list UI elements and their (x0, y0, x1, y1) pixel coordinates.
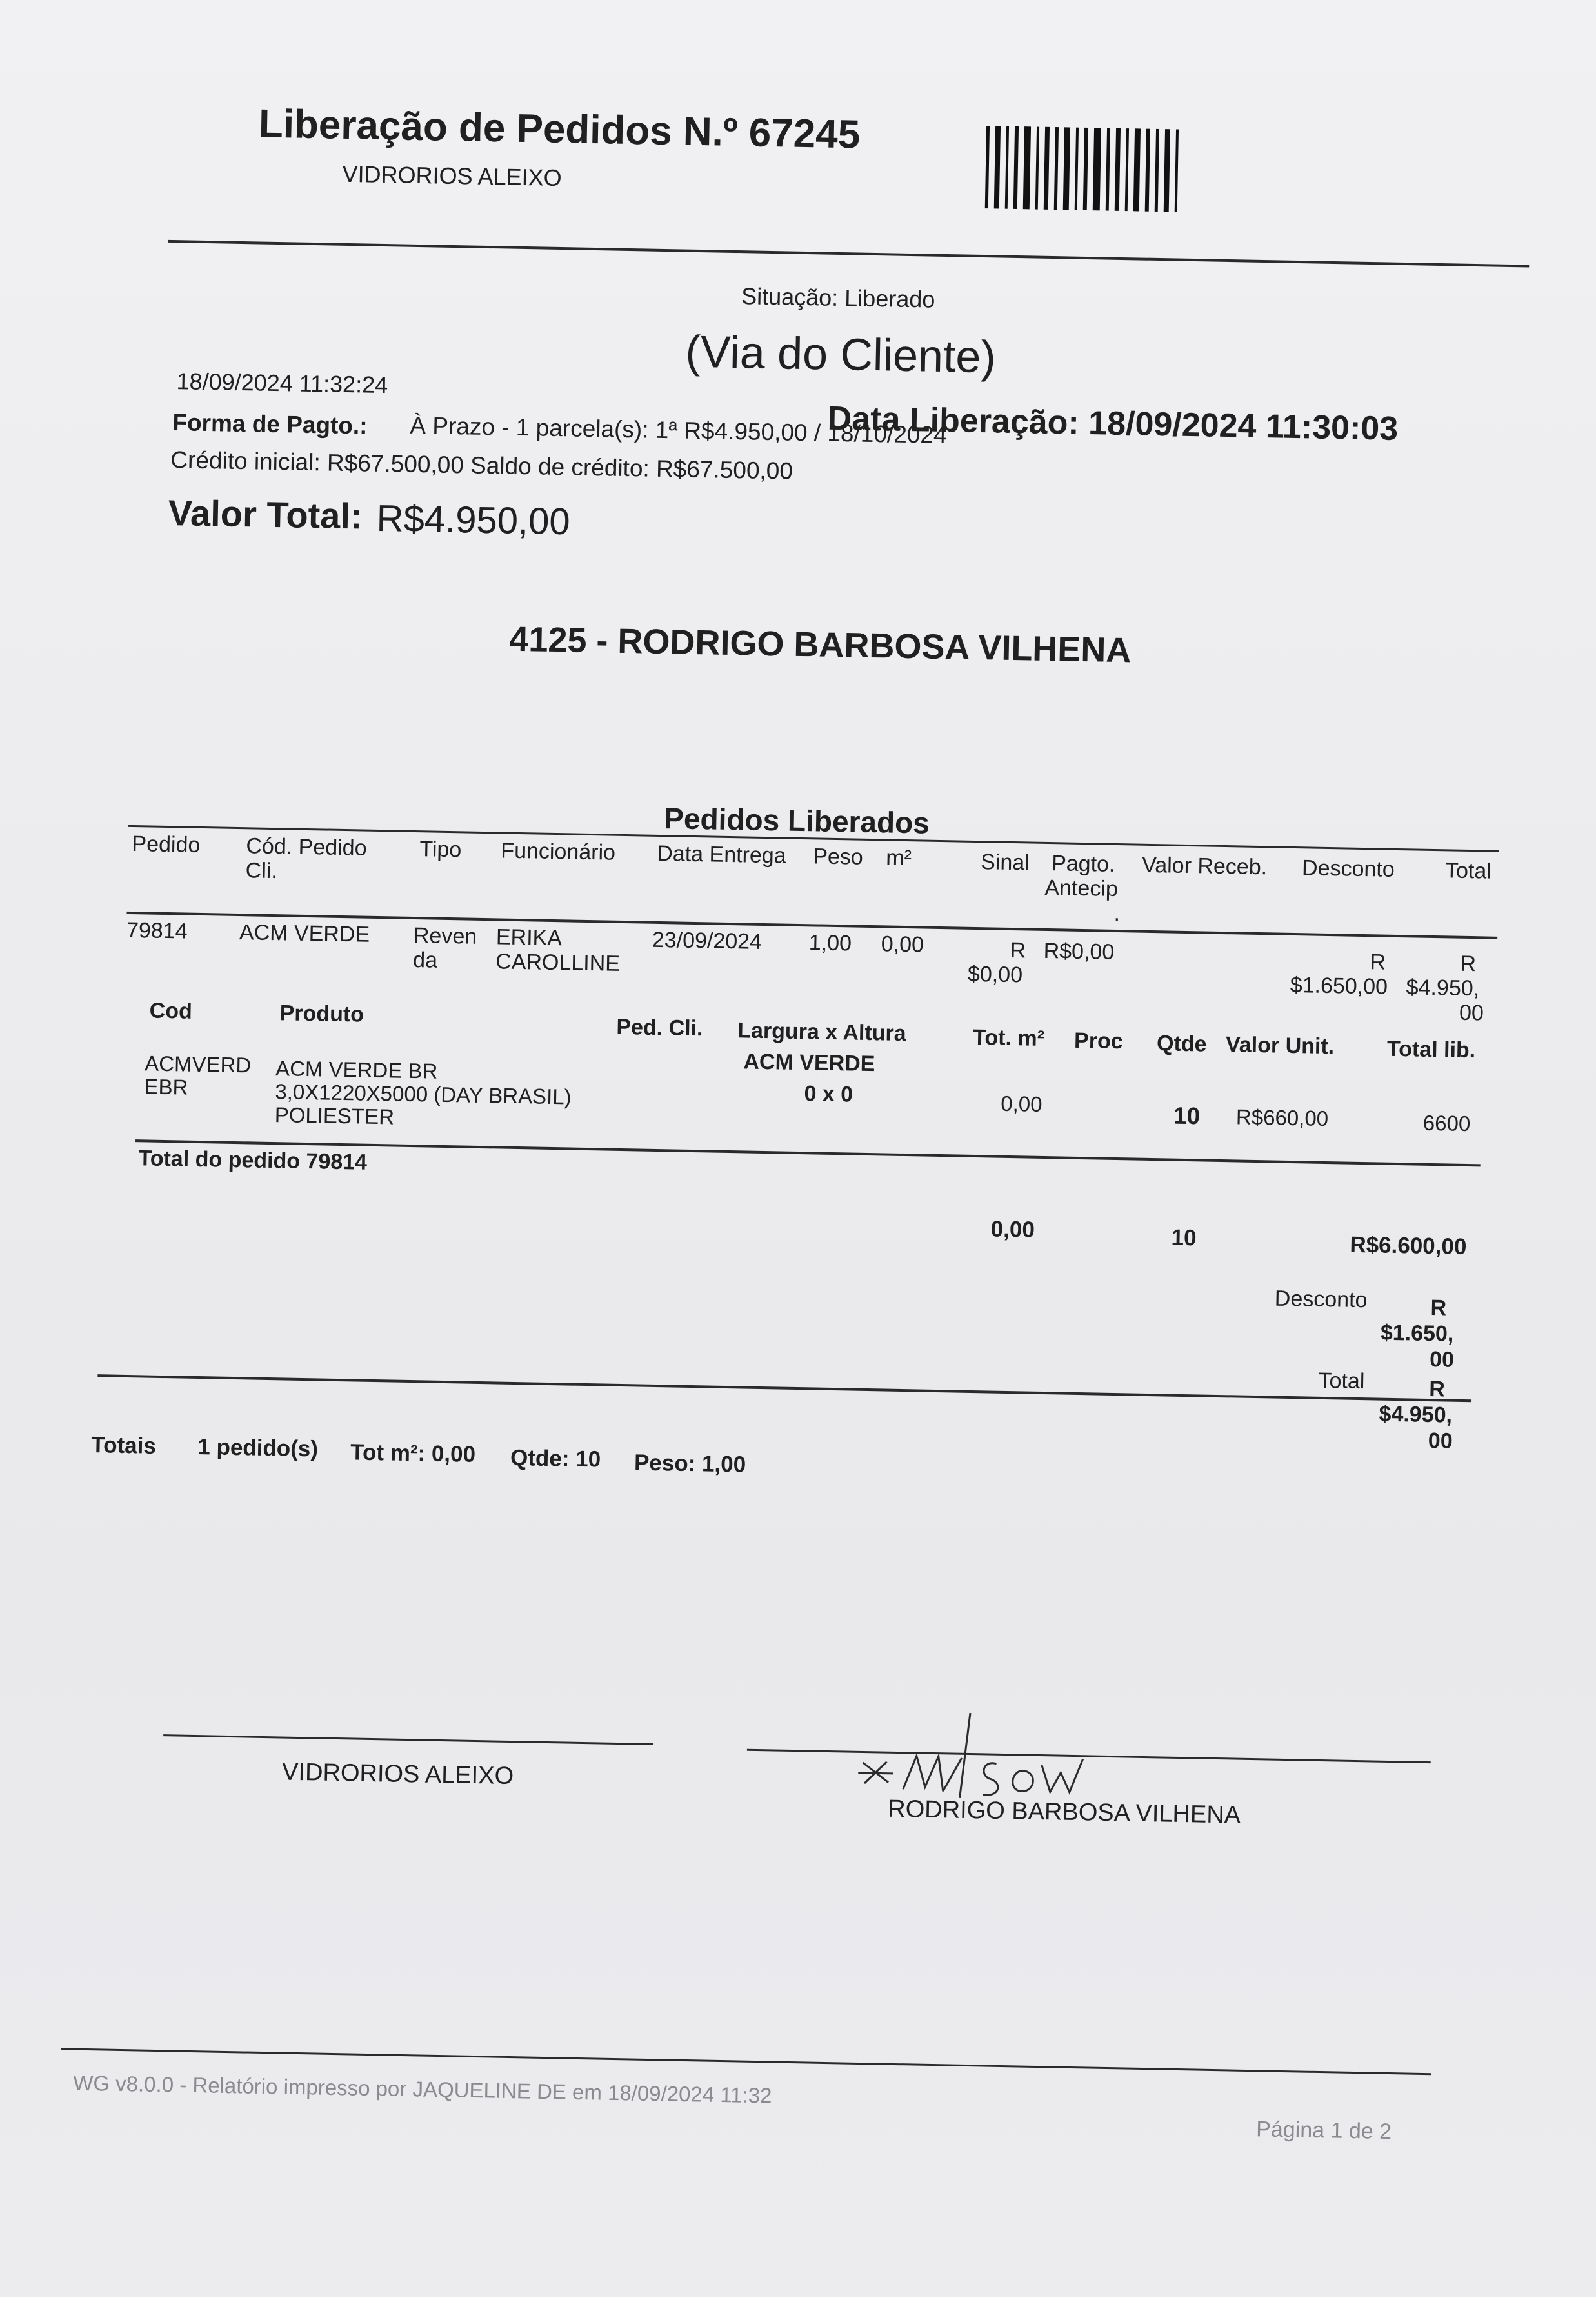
total-value: R$4.950,00 (376, 497, 571, 543)
total-value-label: Valor Total: (168, 492, 363, 537)
prod-col-qtde: Qtde (1156, 1031, 1207, 1057)
order-funcionario: ERIKA (495, 925, 563, 951)
summary-desconto-r: R (1430, 1296, 1447, 1321)
footer-divider (61, 2048, 1431, 2075)
prod-col-tot-m2: Tot. m² (972, 1025, 1045, 1051)
credit-info: Crédito inicial: R$67.500,00 Saldo de crédito: R$67.500,00 (170, 446, 793, 485)
product-cod: ACMVERD (144, 1051, 252, 1077)
order-total-r: R (1460, 951, 1477, 977)
summary-desconto-cents: 00 (1429, 1347, 1455, 1372)
prod-col-total-lib: Total lib. (1386, 1036, 1476, 1063)
product-dimensions: 0 x 0 (804, 1081, 853, 1107)
barcode (985, 126, 1184, 212)
col-pagto-dot: . (1113, 901, 1121, 926)
orders-section-title: Pedidos Liberados (663, 801, 930, 840)
order-desconto-value: $1.650,00 (1290, 972, 1388, 999)
prod-col-produto: Produto (279, 1001, 364, 1027)
order-total-value: $4.950, (1406, 975, 1480, 1001)
totals-tot-m2: Tot m²: 0,00 (350, 1439, 476, 1467)
summary-total-label: Total (1318, 1368, 1365, 1394)
summary-desconto-value: $1.650, (1380, 1320, 1454, 1346)
col-cod-pedido-cli: Cli. (245, 858, 278, 884)
summary-total-r: R (1428, 1376, 1446, 1402)
company-name: VIDRORIOS ALEIXO (342, 160, 562, 192)
col-pagto: Pagto. (1051, 851, 1115, 877)
col-sinal: Sinal (980, 850, 1030, 875)
print-datetime: 18/09/2024 11:32:24 (176, 368, 388, 399)
prod-col-valor-unit: Valor Unit. (1225, 1032, 1335, 1059)
prod-col-proc: Proc (1073, 1028, 1124, 1054)
order-total-cents: 00 (1459, 1000, 1484, 1026)
col-funcionario: Funcionário (501, 838, 616, 865)
payment-label: Forma de Pagto.: (172, 409, 368, 439)
order-cod-pedido-cli: ACM VERDE (239, 920, 370, 947)
product-valor-unit: R$660,00 (1235, 1105, 1329, 1131)
product-qtde: 10 (1173, 1102, 1201, 1130)
col-tipo: Tipo (419, 837, 462, 863)
col-pedido: Pedido (132, 832, 201, 857)
col-valor-receb: Valor Receb. (1141, 852, 1268, 880)
col-total: Total (1444, 858, 1492, 884)
product-description: ACM VERDE BR (275, 1056, 438, 1083)
copy-label: (Via do Cliente) (684, 326, 997, 383)
order-data-entrega: 23/09/2024 (652, 927, 763, 954)
totals-label: Totais (91, 1432, 157, 1459)
header-divider (168, 240, 1530, 268)
order-pedido: 79814 (126, 917, 188, 944)
client-name: 4125 - RODRIGO BARBOSA VILHENA (508, 619, 1132, 670)
order-tipo-cont: da (412, 948, 438, 973)
product-tot-m2: 0,00 (1000, 1091, 1042, 1116)
totals-qtde: Qtde: 10 (510, 1445, 601, 1472)
summary-divider (97, 1374, 1471, 1402)
signature-line-left (163, 1734, 653, 1745)
release-date: Data Liberação: 18/09/2024 11:30:03 (827, 399, 1399, 448)
order-total-label: Total do pedido 79814 (138, 1146, 368, 1175)
document-title: Liberação de Pedidos N.º 67245 (258, 101, 861, 157)
order-funcionario-cont: CAROLLINE (495, 949, 621, 976)
prod-col-cod: Cod (149, 998, 193, 1024)
payment-value: À Prazo - 1 parcela(s): 1ª R$4.950,00 / 18/10/2024 (410, 412, 947, 449)
order-desconto-r: R (1370, 950, 1386, 975)
order-total-qtde: 10 (1171, 1225, 1197, 1251)
situation-label: Situação: Liberado (741, 283, 935, 313)
footer-printed-by: WG v8.0.0 - Relatório impresso por JAQUELINE DE em 18/09/2024 11:32 (72, 2070, 772, 2108)
order-total-amount: R$6.600,00 (1350, 1232, 1467, 1260)
totals-peso: Peso: 1,00 (633, 1450, 746, 1477)
signature-left-name: VIDRORIOS ALEIXO (281, 1758, 514, 1790)
summary-total-cents: 00 (1428, 1428, 1453, 1454)
summary-desconto-label: Desconto (1274, 1286, 1368, 1313)
col-cod-pedido: Cód. Pedido (246, 834, 367, 861)
order-sinal-r: R (1010, 937, 1026, 963)
prod-col-largura-altura: Largura x Altura (737, 1018, 906, 1046)
order-peso: 1,00 (808, 930, 852, 956)
totals-pedidos: 1 pedido(s) (197, 1434, 319, 1462)
order-total-m2: 0,00 (990, 1216, 1035, 1243)
product-description-dims: 3,0X1220X5000 (DAY BRASIL) (275, 1079, 572, 1109)
order-m2: 0,00 (881, 932, 924, 957)
signature-right-name: RODRIGO BARBOSA VILHENA (887, 1795, 1241, 1829)
footer-page-number: Página 1 de 2 (1255, 2117, 1392, 2145)
product-group-label: ACM VERDE (743, 1049, 875, 1077)
product-description-material: POLIESTER (274, 1103, 395, 1129)
col-data-entrega: Data Entrega (656, 841, 787, 868)
product-total-lib: 6600 (1422, 1110, 1471, 1136)
order-sinal-value: $0,00 (967, 961, 1023, 988)
col-peso: Peso (812, 844, 864, 870)
order-pagto-antecip: R$0,00 (1043, 938, 1115, 965)
col-desconto: Desconto (1301, 855, 1395, 882)
col-m2: m² (885, 845, 912, 871)
col-pagto-antecip: Antecip (1044, 875, 1119, 902)
order-tipo: Reven (413, 923, 477, 949)
summary-total-value: $4.950, (1379, 1401, 1453, 1428)
product-cod-cont: EBR (144, 1074, 188, 1099)
prod-col-ped-cli: Ped. Cli. (616, 1014, 703, 1041)
